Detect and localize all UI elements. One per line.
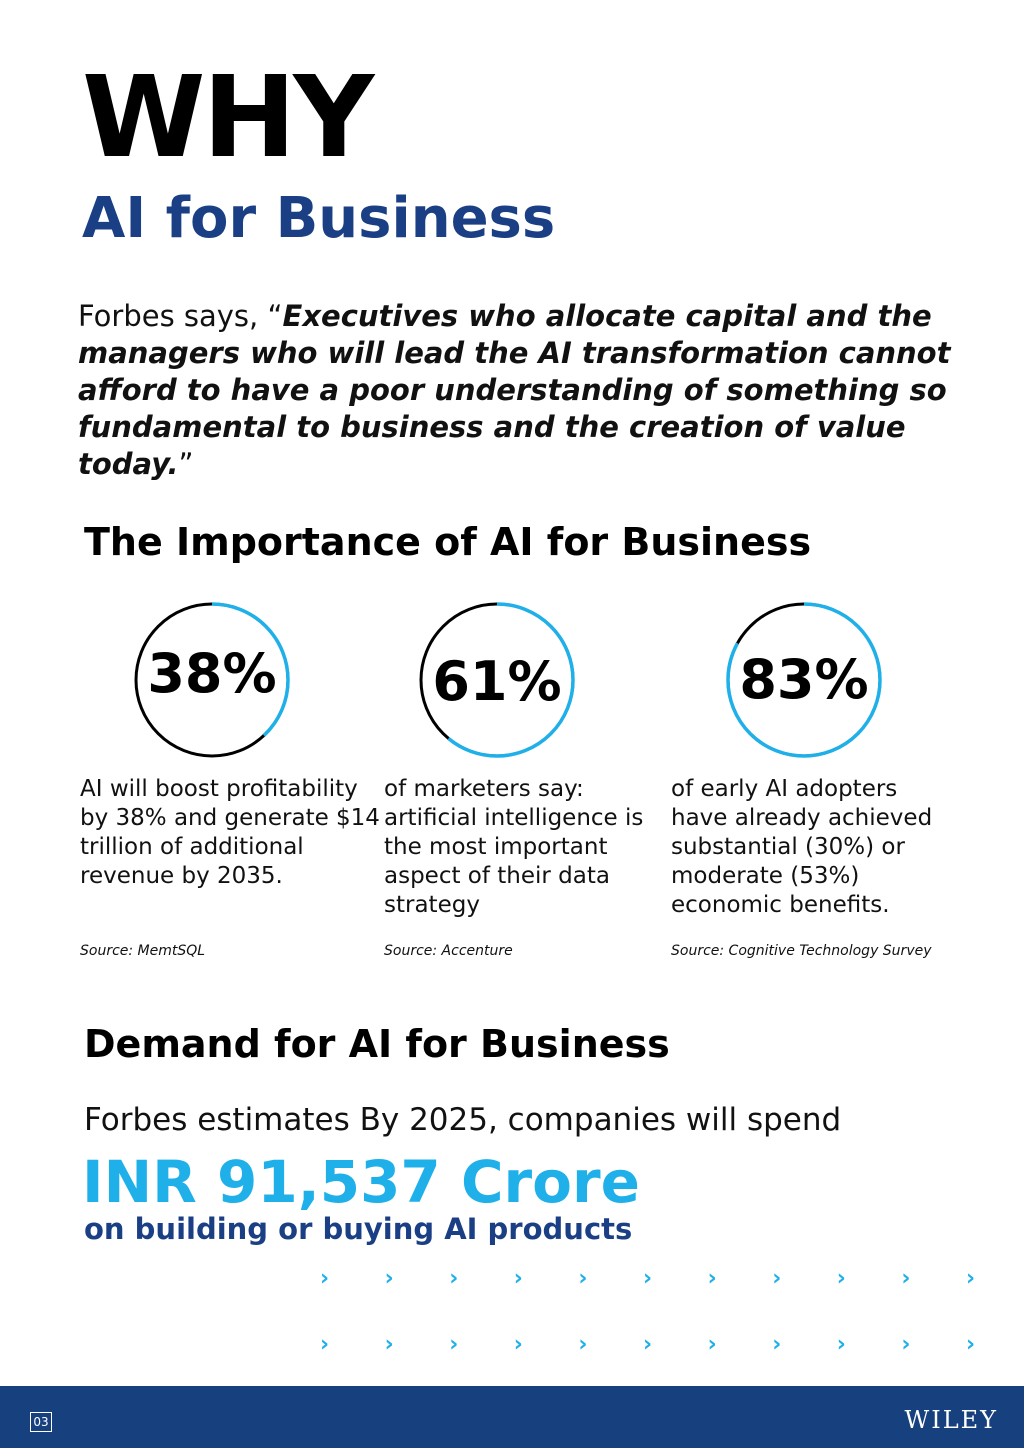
spend-amount-subtitle: on building or buying AI products [84,1212,633,1246]
quote-prefix: Forbes says, “ [78,299,283,333]
chevron-right-icon: › [643,1332,653,1357]
quote-suffix: ” [178,447,194,481]
chevron-right-icon: › [513,1332,523,1357]
page-title: WHY [82,53,372,183]
chevron-right-icon: › [643,1266,653,1291]
stat-value: 61% [432,650,562,713]
stat-description: of early AI adopters have already achieved substantial (30%) or moderate (53%) economic benefits. [671,776,933,918]
chevron-right-icon: › [513,1266,523,1291]
chevron-right-icon: › [772,1266,782,1291]
demand-heading: Demand for AI for Business [84,1022,670,1066]
chevron-right-icon: › [449,1332,459,1357]
page-number: 03 [30,1412,52,1432]
chevron-right-icon: › [578,1266,588,1291]
forbes-quote [78,298,958,483]
spend-amount: INR 91,537 Crore [82,1148,640,1216]
demand-intro: Forbes estimates By 2025, companies will spend [84,1102,842,1138]
wiley-logo: WILEY [904,1406,998,1434]
page-subtitle: AI for Business [82,186,556,251]
chevron-right-icon: › [966,1332,976,1357]
stat-source: Source: Accenture [384,943,513,959]
chevron-right-icon: › [901,1332,911,1357]
chevron-right-icon: › [966,1266,976,1291]
chevron-right-icon: › [901,1266,911,1291]
chevron-right-icon: › [578,1332,588,1357]
stat-description: of marketers say: artificial intelligence is the most important aspect of their data strategy [384,776,644,918]
chevron-right-icon: › [320,1266,330,1291]
chevron-right-icon: › [320,1332,330,1357]
chevron-right-icon: › [707,1266,717,1291]
stat-value: 38% [147,642,277,705]
chevron-right-icon: › [772,1332,782,1357]
chevron-right-icon: › [836,1332,846,1357]
chevron-right-icon: › [707,1332,717,1357]
progress-ring [724,600,884,760]
importance-heading: The Importance of AI for Business [84,520,812,564]
stat-card-1 [80,600,380,959]
stat-card-3 [671,600,961,959]
chevron-right-icon: › [384,1266,394,1291]
progress-ring [417,600,577,760]
progress-ring [132,600,292,760]
chevron-right-icon: › [836,1266,846,1291]
chevron-right-icon: › [384,1332,394,1357]
quote-body: Executives who allocate capital and the managers who will lead the AI transformation cannot afford to have a poor understanding of something so fundamental to business and the creation of value today. [78,299,951,481]
footer-bar [0,1386,1024,1448]
stat-card-2 [384,600,674,959]
stat-source: Source: MemtSQL [80,943,206,959]
chevron-pattern [312,1268,992,1368]
stat-description: AI will boost profitability by 38% and generate $14 trillion of additional revenue by 2035. [80,776,380,889]
stat-source: Source: Cognitive Technology Survey [671,943,932,959]
stat-value: 83% [739,648,869,711]
chevron-right-icon: › [449,1266,459,1291]
